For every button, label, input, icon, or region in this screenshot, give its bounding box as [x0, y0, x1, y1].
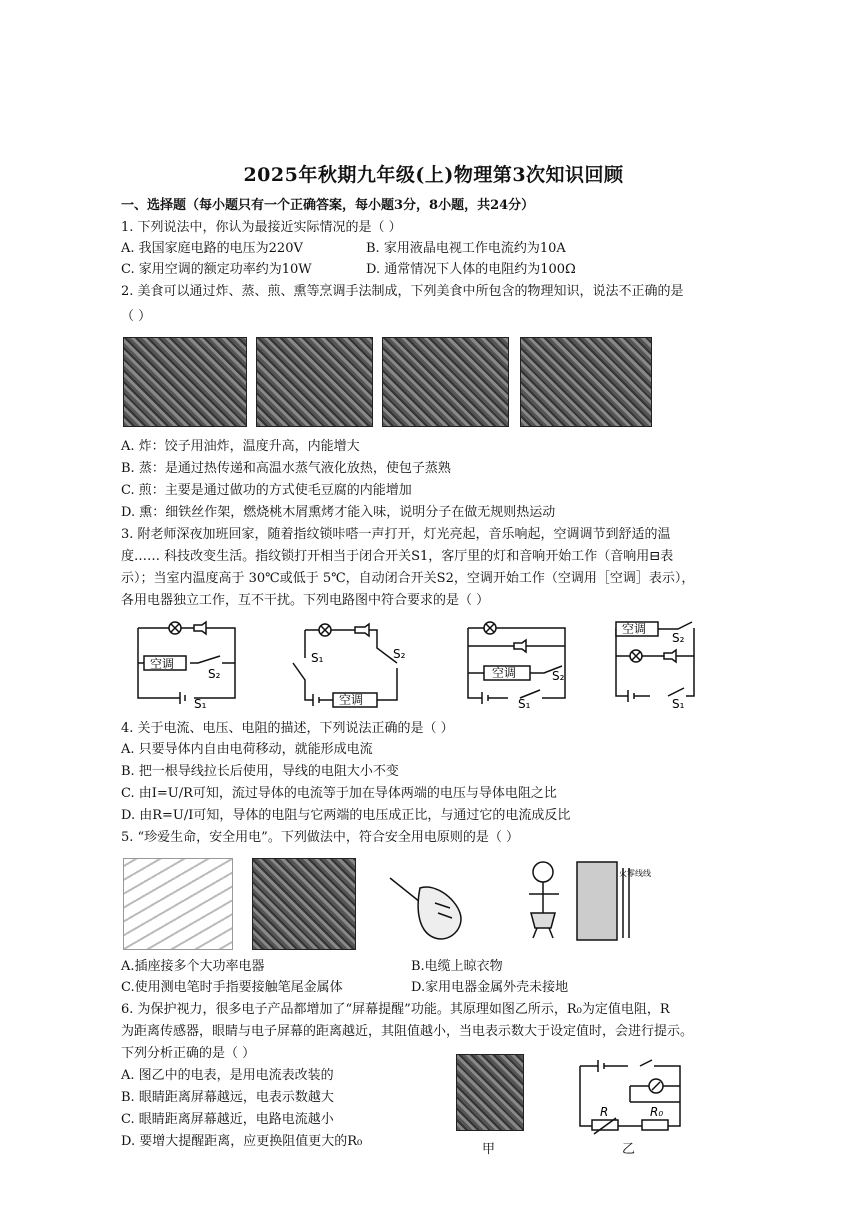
- s2-label: S₂: [393, 647, 406, 661]
- ac-label: 空调: [339, 693, 364, 707]
- r-label: R: [600, 1105, 609, 1119]
- q4-option-a: A. 只要导体内自由电荷移动，就能形成电流: [121, 742, 373, 757]
- q4-stem: 4. 关于电流、电压、电阻的描述，下列说法正确的是（ ）: [121, 721, 454, 736]
- q5-option-d: D.家用电器金属外壳未接地: [411, 980, 569, 995]
- s1-label: S₁: [311, 651, 324, 665]
- q3-text-line2: 度…… 科技改变生活。指纹锁打开相当于闭合开关S1，客厅里的灯和音响开始工作（音响用⊟表: [121, 549, 674, 564]
- q2-option-d: D. 熏：细铁丝作架，燃烧桃木屑熏烤才能入味，说明分子在做无规则热运动: [121, 505, 556, 520]
- s2-label: S₂: [672, 631, 685, 645]
- illustration-test-pen: [380, 858, 480, 948]
- s1-label: S₁: [518, 697, 531, 711]
- q1-option-c: C. 家用空调的额定功率约为10W: [121, 262, 312, 277]
- q1-option-b: B. 家用液晶电视工作电流约为10A: [366, 241, 566, 256]
- s2-label: S₂: [552, 669, 565, 683]
- circuit-diagram-yi: [570, 1056, 690, 1136]
- q6-option-c: C. 眼睛距离屏幕越近，电路电流越小: [121, 1112, 334, 1127]
- illustration-clothes-on-cable: [252, 858, 356, 950]
- line-sign: 火零线线: [619, 869, 651, 878]
- q1-stem: 1. 下列说法中，你认为最接近实际情况的是（ ）: [121, 220, 402, 235]
- q1-option-a: A. 我国家庭电路的电压为220V: [121, 241, 303, 256]
- illustration-appliance-no-ground: [515, 858, 651, 948]
- illustration-overloaded-socket: [123, 858, 233, 950]
- ac-label: 空调: [150, 657, 175, 671]
- q1-option-d: D. 通常情况下人体的电阻约为100Ω: [366, 262, 576, 277]
- q6-option-d: D. 要增大提醒距离，应更换阻值更大的R₀: [121, 1134, 363, 1149]
- q6-option-b: B. 眼睛距离屏幕越远，电表示数越大: [121, 1090, 334, 1105]
- food-photo-steamed: [256, 337, 373, 427]
- s2-label: S₂: [208, 667, 221, 681]
- q2-stem: 2. 美食可以通过炸、蒸、煎、熏等烹调手法制成，下列美食中所包含的物理知识，说法不正确的是: [121, 284, 684, 299]
- q4-option-d: D. 由R=U/I可知，导体的电阻与它两端的电压成正比，与通过它的电流成反比: [121, 808, 571, 823]
- q2-option-a: A. 炸：饺子用油炸，温度升高，内能增大: [121, 439, 360, 454]
- food-photo-fried: [123, 337, 247, 427]
- page-title: 2025年秋期九年级(上)物理第3次知识回顾: [243, 164, 624, 186]
- q6-option-a: A. 图乙中的电表，是用电流表改装的: [121, 1068, 334, 1083]
- circuit-diagram-a: [130, 618, 245, 711]
- q2-option-b: B. 蒸：是通过热传递和高温水蒸气液化放热，使包子蒸熟: [121, 461, 451, 476]
- q3-text-line3: 示）；当室内温度高于 30℃或低于 5℃，自动闭合开关S2，空调开始工作（空调用［空调］表示），: [121, 571, 695, 586]
- photo-jia-child-screen: [456, 1054, 524, 1131]
- q6-text-line1: 6. 为保护视力，很多电子产品都增加了“屏幕提醒”功能。其原理如图乙所示，R₀为定值电阻，R: [121, 1002, 670, 1017]
- q3-text-line4: 各用电器独立工作，互不干扰。下列电路图中符合要求的是（ ）: [121, 593, 490, 608]
- q2-option-c: C. 煎：主要是通过做功的方式使毛豆腐的内能增加: [121, 483, 412, 498]
- caption-yi: 乙: [622, 1142, 636, 1157]
- food-photo-smoked: [520, 337, 652, 427]
- ac-label: 空调: [492, 666, 517, 680]
- caption-jia: 甲: [482, 1142, 496, 1157]
- q5-stem: 5. “珍爱生命，安全用电”。下列做法中，符合安全用电原则的是（ ）: [121, 830, 519, 845]
- s1-label: S₁: [194, 697, 207, 711]
- section-heading: 一、选择题（每小题只有一个正确答案，每小题3分，8小题，共24分）: [121, 198, 535, 213]
- circuit-diagram-c: [460, 618, 575, 711]
- ac-label: 空调: [622, 622, 647, 636]
- q6-text-line3: 下列分析正确的是（ ）: [121, 1046, 256, 1061]
- q2-paren: （ ）: [121, 309, 152, 324]
- q4-option-c: C. 由I=U/R可知，流过导体的电流等于加在导体两端的电压与导体电阻之比: [121, 786, 557, 801]
- r0-label: R₀: [650, 1105, 664, 1119]
- q6-text-line2: 为距离传感器，眼睛与电子屏幕的距离越近，其阻值越小，当电表示数大于设定值时，会进行提示。: [121, 1024, 694, 1039]
- circuit-diagram-d: [608, 618, 723, 711]
- s1-label: S₁: [672, 697, 685, 711]
- q5-option-b: B.电缆上晾衣物: [411, 959, 503, 974]
- q5-option-a: A.插座接多个大功率电器: [121, 959, 265, 974]
- q4-option-b: B. 把一根导线拉长后使用，导线的电阻大小不变: [121, 764, 399, 779]
- circuit-diagram-b: [297, 618, 412, 708]
- q3-text-line1: 3. 附老师深夜加班回家，随着指纹锁咔嗒一声打开，灯光亮起，音乐响起，空调调节到舒适的温: [121, 527, 671, 542]
- q5-option-c: C.使用测电笔时手指要接触笔尾金属体: [121, 980, 343, 995]
- food-photo-pan-fried: [382, 337, 509, 427]
